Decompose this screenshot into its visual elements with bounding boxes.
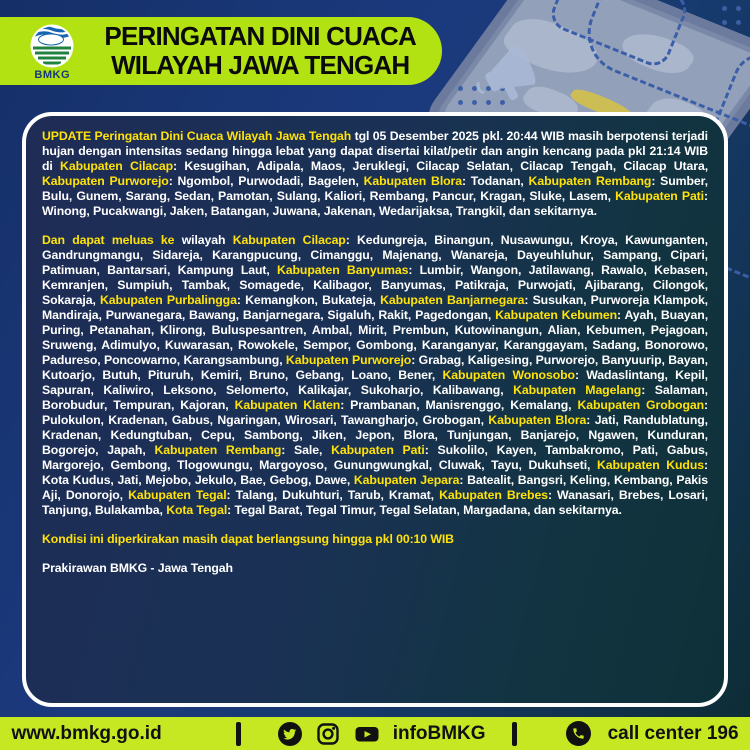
dots-grid <box>722 6 750 25</box>
twitter-icon[interactable] <box>278 722 302 746</box>
page-title-line1: PERINGATAN DINI CUACA <box>104 21 416 51</box>
warning-paragraph: Dan dapat meluas ke wilayah Kabupaten Cilacap: Kedungreja, Binangun, Nusawungu, Kroya, Kawunganten, Gandrungmangu, Sidareja, Karangpucung, Cimanggu, Majenang, Wanareja, Dayeuhluhur, Sampang, Cipari, Patimuan, Bantarsari, Kampung Laut, Kabupaten Banyumas: Lumbir, Wangon, Jatilawang, Rawalo, Kebasen, Kemranjen, Sumpiuh, Tambak, Somagede, Kalibagor, Banyumas, Patikraja, Purwojati, Ajibarang, Cilongok, Sokaraja, Kabupaten Purbalingga: Kemangkon, Bukateja, Kabupaten Banjarnegara: Susukan, Purworeja Klampok, Mandiraja, Purwanegara, Bawang, Banjarnegara, Sigaluh, Rakit, Pagedongan, Kabupaten Kebumen: Ayah, Buayan, Puring, Petanahan, Klirong, Buluspesantren, Ambal, Mirit, Prembun, Kutowinangun, Alian, Kebumen, Pejagoan, Sruweng, Adimulyo, Kuwarasan, Rowokele, Sempor, Gombong, Karanganyar, Karanggayam, Sadang, Bonorowo, Padureso, Poncowarno, Karangsambung, Kabupaten Purworejo: Grabag, Kaligesing, Purworejo, Banyuurip, Bayan, Kutoarjo, Butuh, Pituruh, Kemiri, Bruno, Gebang, Loano, Bener, Kabupaten Wonosobo: Wadaslintang, Kepil, Sapuran, Kaliwiro, Leksono, Selomerto, Kalikajar, Sukoharjo, Kalibawang, Kabupaten Magelang: Salaman, Borobudur, Tempuran, Kajoran, Kabupaten Klaten: Prambanan, Manisrenggo, Kemalang, Kabupaten Grobogan: Pulokulon, Kradenan, Gabus, Ngaringan, Wirosari, Tawangharjo, Grobogan, Kabupaten Blora: Jati, Randublatung, Kradenan, Kedungtuban, Cepu, Sambong, Jiken, Jepon, Blora, Tunjungan, Banjarejo, Ngawen, Kunduran, Bogorejo, Japah, Kabupaten Rembang: Sale, Kabupaten Pati: Sukolilo, Kayen, Tambakromo, Pati, Gabus, Margorejo, Gembong, Tlogowungu, Margoyoso, Gunungwungkal, Cluwak, Tayu, Dukuhseti, Kabupaten Kudus: Kota Kudus, Jati, Mejobo, Jekulo, Bae, Gebog, Dawe, Kabupaten Jepara: Batealit, Bangsri, Keling, Kembang, Pakis Aji, Donorojo, Kabupaten Tegal: Talang, Dukuhturi, Tarub, Kramat, Kabupaten Brebes: Wanasari, Brebes, Losari, Tanjung, Bulakamba, Kota Tegal: Tegal Barat, Tegal Timur, Tegal Selatan, Margadana, dan sekitarnya. <box>42 233 709 517</box>
warning-paragraph: Prakirawan BMKG - Jawa Tengah <box>42 561 233 575</box>
megaphone-icon <box>466 40 550 116</box>
page-title <box>104 22 442 80</box>
footer-separator <box>512 722 517 746</box>
social-links <box>271 722 512 746</box>
page-title-line2: WILAYAH JAWA TENGAH <box>111 50 410 80</box>
phone-icon <box>566 721 591 746</box>
warning-text <box>42 129 708 576</box>
warning-paragraph: UPDATE Peringatan Dini Cuaca Wilayah Jawa Tengah tgl 05 Desember 2025 pkl. 20:44 WIB masih berpotensi terjadi hujan dengan intensitas sedang hingga lebat yang dapat disertai kilat/petir dan angin kencang pada pkl 21:14 WIB di Kabupaten Cilacap: Kesugihan, Adipala, Maos, Jeruklegi, Cilacap Selatan, Cilacap Tengah, Cilacap Utara, Kabupaten Purworejo: Ngombol, Purwodadi, Bagelen, Kabupaten Blora: Todanan, Kabupaten Rembang: Sumber, Bulu, Gunem, Sarang, Sedan, Pamotan, Sulang, Kaliori, Rembang, Pancur, Kragan, Sluke, Lasem, Kabupaten Pati: Winong, Pucakwangi, Jaken, Batangan, Juwana, Jakenan, Wedarijaksa, Trangkil, dan sekitarnya. <box>42 129 709 218</box>
instagram-icon[interactable] <box>316 722 340 746</box>
bmkg-logo <box>0 24 104 81</box>
footer-separator <box>236 722 241 746</box>
social-handle[interactable]: infoBMKG <box>392 722 486 744</box>
website-link[interactable]: www.bmkg.go.id <box>11 722 162 744</box>
warning-paragraph: Kondisi ini diperkirakan masih dapat berlangsung hingga pkl 00:10 WIB <box>42 532 454 546</box>
warning-card <box>22 112 728 707</box>
youtube-icon[interactable] <box>354 722 380 746</box>
footer-bar <box>0 717 750 750</box>
bmkg-logo-icon <box>30 24 74 68</box>
bmkg-logo-label: BMKG <box>34 68 71 81</box>
header-banner <box>0 17 442 85</box>
call-center-label: call center 196 <box>607 722 739 744</box>
call-center[interactable] <box>559 721 739 746</box>
